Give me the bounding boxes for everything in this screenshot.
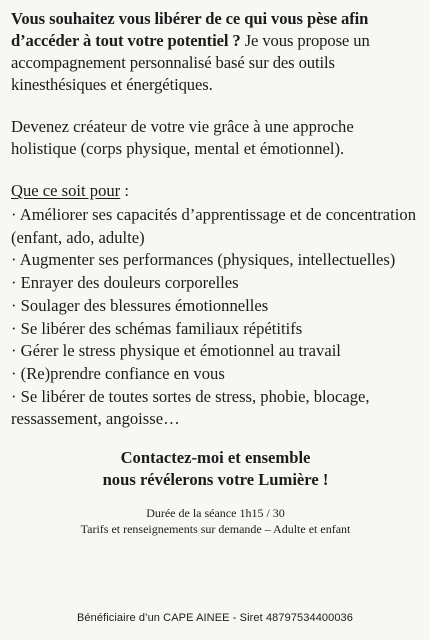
list-heading <box>11 180 420 202</box>
footer-siret: Bénéficiaire d’un CAPE AINEE - Siret 48797534400036 <box>77 612 353 624</box>
cta-line-2: nous révélerons votre Lumière ! <box>102 470 329 490</box>
holistic-paragraph: Devenez créateur de votre vie grâce à une approche holistique (corps physique, mental et émotionnel). <box>11 117 354 158</box>
list-item: · Se libérer de toutes sortes de stress, phobie, blocage, ressassement, angoisse… <box>11 386 370 429</box>
list-item: · Améliorer ses capacités d’apprentissage et de concentration (enfant, ado, adulte) <box>11 205 416 247</box>
list-item: · Se libérer des schémas familiaux répétitifs <box>11 318 303 338</box>
session-details <box>11 505 420 537</box>
list-item: · Gérer le stress physique et émotionnel au travail <box>11 341 341 361</box>
intro-text: Je vous propose un accompagnement personnalisé basé sur des outils kinesthésiques et énergétiques. <box>11 31 370 94</box>
list-item: · Soulager des blessures émotionnelles <box>11 295 269 315</box>
session-duration: Durée de la séance 1h15 / 30 <box>146 506 285 521</box>
pricing-info: Tarifs et renseignements sur demande – Adulte et enfant <box>80 522 351 537</box>
list-heading-text: Que ce soit pour <box>11 181 121 200</box>
intro-bold-text: Vous souhaitez vous libérer de ce qui vous pèse afin d’accéder à tout votre potentiel ? <box>11 9 369 50</box>
call-to-action <box>11 447 420 491</box>
list-item: · Enrayer des douleurs corporelles <box>11 273 239 293</box>
intro-paragraph <box>11 8 420 96</box>
list-heading-colon: : <box>120 181 129 200</box>
list-item: · (Re)prendre confiance en vous <box>11 363 225 383</box>
cta-line-1: Contactez-moi et ensemble <box>120 448 311 468</box>
benefits-list <box>11 204 420 431</box>
list-item: · Augmenter ses performances (physiques, intellectuelles) <box>11 250 396 270</box>
